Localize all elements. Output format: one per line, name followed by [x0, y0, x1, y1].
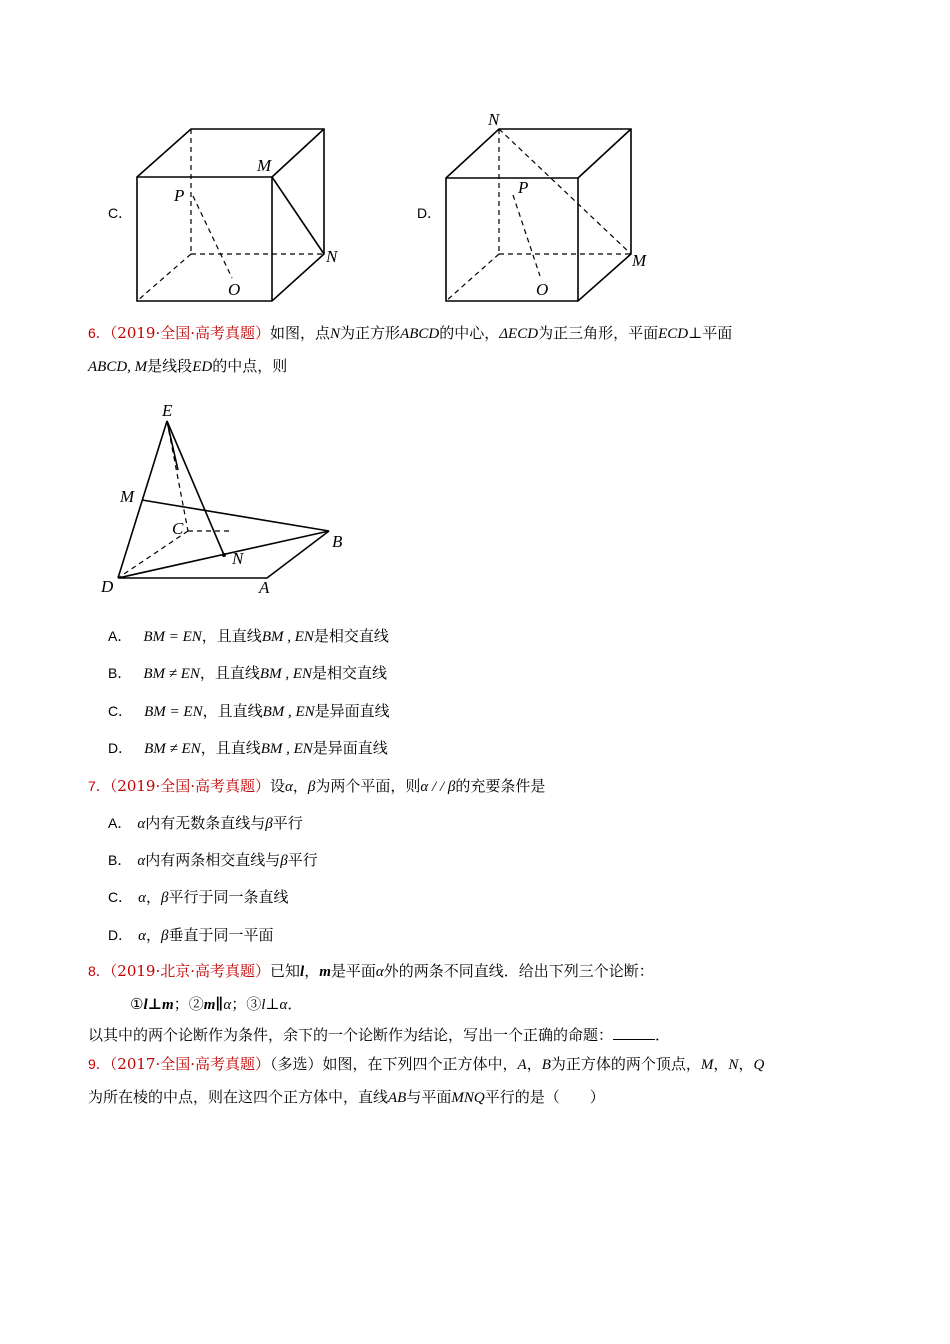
figure-d-label-o: O: [536, 280, 549, 299]
figure-c-label-o: O: [228, 280, 241, 299]
math-m: m: [319, 964, 331, 980]
math-ed: ED: [192, 359, 213, 375]
figure-c-label-n: N: [326, 247, 338, 266]
answer-blank[interactable]: [613, 1038, 655, 1040]
option-text: ，: [146, 926, 162, 944]
option-text: ，且直线: [202, 702, 263, 720]
option-lines: BM , EN: [259, 666, 312, 682]
question-9-line-1: [88, 1053, 764, 1074]
question-7-text: ，: [292, 777, 308, 795]
figure-d-label-m: M: [632, 251, 647, 270]
question-6-text: 如图，点: [270, 324, 331, 342]
q6-figure-label-c: C: [172, 519, 184, 538]
question-8-stem: [88, 960, 654, 981]
math-ab: AB: [388, 1090, 407, 1106]
question-8-statements: [130, 993, 302, 1014]
option-text: 平行: [272, 814, 303, 832]
question-6-option-d[interactable]: [108, 737, 388, 758]
option-letter: D．: [108, 740, 133, 756]
option-text: 是异面直线: [314, 702, 390, 720]
statement-l-perp: l⊥: [261, 997, 280, 1013]
math-alpha: α: [137, 816, 146, 832]
option-letter: A．: [108, 815, 132, 831]
math-parallel-condition: α / / β: [420, 779, 456, 795]
math-m: M: [700, 1057, 714, 1073]
option-letter: A．: [108, 628, 132, 644]
question-7-option-b[interactable]: [108, 849, 318, 870]
question-9-text: 为正方体的两个顶点，: [550, 1055, 701, 1073]
math-alpha: α: [279, 997, 288, 1013]
option-text: ，: [146, 888, 162, 906]
question-9-line-2: [88, 1086, 605, 1107]
math-alpha: α: [375, 964, 384, 980]
circled-2: ；②: [173, 995, 204, 1013]
circled-1: ①: [130, 995, 144, 1013]
option-text: 内有两条相交直线与: [145, 851, 281, 869]
question-9-text: ，: [526, 1055, 542, 1073]
option-expression: BM = EN: [143, 629, 202, 645]
math-abcd: ABCD: [400, 326, 440, 342]
math-alpha: α: [138, 890, 146, 906]
math-beta: β: [307, 779, 316, 795]
question-8-text: 外的两条不同直线．给出下列三个论断：: [383, 962, 654, 980]
question-6-text: 的中点，则: [212, 357, 288, 375]
figure-d-label-n: N: [488, 110, 500, 129]
figure-c-label-m: M: [257, 156, 272, 175]
question-7-text: 设: [270, 777, 286, 795]
question-6-option-a[interactable]: [108, 625, 389, 646]
math-triangle-ecd: ΔECD: [499, 326, 539, 342]
option-text: 是相交直线: [312, 664, 388, 682]
math-alpha: α: [137, 853, 146, 869]
question-7-number: 7．: [88, 778, 110, 794]
statement-m-parallel: m∥: [203, 997, 224, 1013]
question-6-text: 是线段: [147, 357, 193, 375]
math-b: B: [541, 1057, 551, 1073]
question-7-source: （2019·全国·高考真题）: [109, 777, 271, 795]
math-q: Q: [753, 1057, 765, 1073]
question-8-text: 已知: [270, 962, 301, 980]
question-7-option-d[interactable]: [108, 924, 274, 945]
question-9-source: （2017·全国·高考真题）: [109, 1055, 271, 1073]
question-7-text: 为两个平面，则: [315, 777, 421, 795]
q6-figure-label-d: D: [101, 577, 114, 596]
option-lines: BM , EN: [262, 704, 315, 720]
math-abcd-m: ABCD, M: [88, 359, 148, 375]
question-6-option-b[interactable]: [108, 662, 387, 683]
question-6-number: 6．: [88, 325, 110, 341]
question-8-line-3: [88, 1024, 670, 1045]
question-7-text: 的充要条件是: [455, 777, 546, 795]
math-n: N: [728, 1057, 739, 1073]
question-9-text: 平行的是（ ）: [484, 1088, 605, 1106]
option-text: ，且直线: [200, 739, 261, 757]
question-8-text: 是平面: [330, 962, 376, 980]
option-expression: BM ≠ EN: [144, 741, 201, 757]
point-n-dot: [222, 553, 226, 557]
math-l: l: [300, 964, 305, 980]
question-8-number: 8．: [88, 963, 110, 979]
option-text: 是相交直线: [313, 627, 389, 645]
perp-symbol: ⊥: [688, 324, 703, 342]
question-9-text: ，: [713, 1055, 729, 1073]
math-ecd: ECD: [658, 326, 689, 342]
option-expression: BM ≠ EN: [143, 666, 200, 682]
question-9-number: 9．: [88, 1056, 110, 1072]
q6-figure-label-m: M: [120, 487, 135, 506]
option-text: 垂直于同一平面: [168, 926, 274, 944]
math-mnq: MNQ: [451, 1090, 485, 1106]
option-text: ，且直线: [201, 627, 262, 645]
question-7-option-c[interactable]: [108, 886, 289, 907]
option-text: 平行: [287, 851, 318, 869]
option-text: 平行于同一条直线: [168, 888, 289, 906]
option-letter: B．: [108, 665, 132, 681]
question-6-text: 为正方形: [340, 324, 401, 342]
option-letter: C．: [108, 703, 133, 719]
question-8-text: ．: [287, 995, 303, 1013]
math-alpha: α: [138, 928, 146, 944]
question-8-source: （2019·北京·高考真题）: [109, 962, 271, 980]
question-9-text: 为所在棱的中点，则在这四个正方体中，直线: [88, 1088, 389, 1106]
math-beta: β: [265, 816, 273, 832]
math-alpha: α: [285, 779, 293, 795]
question-9-text: （多选）如图，在下列四个正方体中，: [270, 1055, 518, 1073]
question-7-option-a[interactable]: [108, 812, 303, 833]
question-9-text: 与平面: [406, 1088, 452, 1106]
q6-figure-label-e: E: [162, 401, 173, 420]
question-8-text: ，: [304, 962, 320, 980]
math-alpha: α: [223, 997, 232, 1013]
figure-c-label-p: P: [174, 186, 185, 205]
question-8-text: ．: [655, 1026, 671, 1044]
option-text: 内有无数条直线与: [145, 814, 266, 832]
statement-l-perp-m: l⊥m: [143, 997, 174, 1013]
circled-3: ；③: [231, 995, 262, 1013]
math-beta: β: [280, 853, 288, 869]
question-6-option-c[interactable]: [108, 700, 390, 721]
figure-c-option-label: C．: [108, 205, 133, 221]
question-8-text: 以其中的两个论断作为条件，余下的一个论断作为结论，写出一个正确的命题：: [88, 1026, 614, 1044]
option-text: ，且直线: [199, 664, 260, 682]
question-6-text: 平面: [702, 324, 733, 342]
question-9-text: ，: [738, 1055, 754, 1073]
question-6-source: （2019·全国·高考真题）: [109, 324, 271, 342]
q6-figure-label-b: B: [332, 532, 343, 551]
option-letter: D．: [108, 927, 133, 943]
option-letter: C．: [108, 889, 133, 905]
question-7-stem: [88, 775, 545, 796]
math-beta: β: [161, 890, 169, 906]
option-lines: BM , EN: [261, 629, 314, 645]
option-letter: B．: [108, 852, 132, 868]
q6-figure-label-a: A: [259, 578, 270, 597]
math-n: N: [330, 326, 341, 342]
math-a: A: [517, 1057, 527, 1073]
option-lines: BM , EN: [260, 741, 313, 757]
question-6-text: 为正三角形，平面: [538, 324, 659, 342]
figure-d-label-p: P: [518, 178, 529, 197]
question-6-text: 的中心，: [439, 324, 500, 342]
q6-figure-label-n: N: [232, 549, 244, 568]
option-text: 是异面直线: [312, 739, 388, 757]
option-expression: BM = EN: [144, 704, 203, 720]
math-beta: β: [161, 928, 169, 944]
question-6-figure: [0, 0, 950, 600]
figure-d-option-label: D．: [417, 205, 442, 221]
